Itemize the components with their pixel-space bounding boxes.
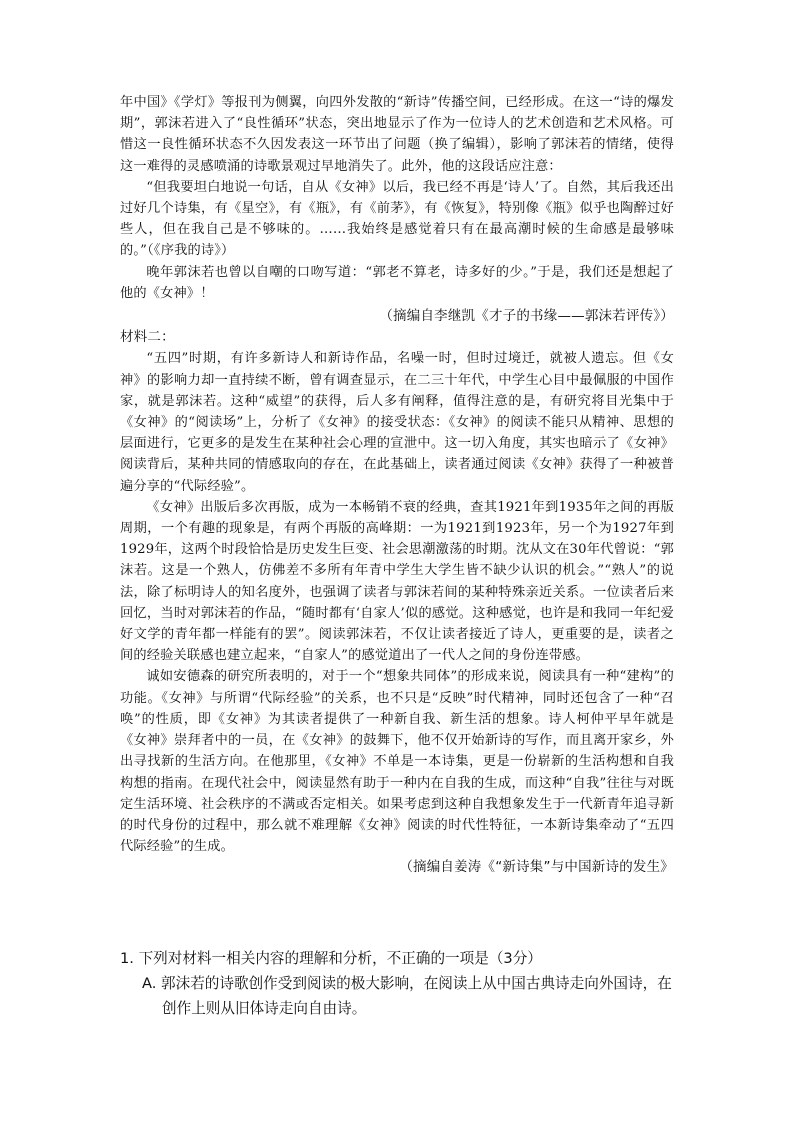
material-2-paragraph-2: 《女神》出版后多次再版，成为一本畅销不衰的经典，查其1921年到1935年之间的再版周期，一个有趣的现象是，有两个再版的高峰期：一为1921到1923年，另一个为1927年到1929年，这两个时段恰恰是历史发生巨变、社会思潮激荡的时期。沈从文在30年代曾说：“郭沫若。这是一个熟人，仿佛差不多所有年青中学生大学生皆不缺少认识的机会。”“熟人”的说法，除了标明诗人的知名度外，也强调了读者与郭沫若间的某种特殊亲近关系。一位读者后来回忆，当时对郭沫若的作品，“随时都有‘自家人’似的感觉。这种感觉，也许是和我同一年纪爱好文学的青年都一样能有的罢”。阅读郭沫若，不仅让读者接近了诗人，更重要的是，读者之间的经验关联感也建立起来，“自家人”的感觉道出了一代人之间的身份连带感。	[120, 499, 674, 664]
paragraph-continued: 年中国》《学灯》等报刊为侧翼，向四外发散的“新诗”传播空间，已经形成。在这一“诗的爆发期”，郭沫若进入了“良性循环”状态，突出地显示了作为一位诗人的艺术创造和艺术风格。可惜这一良性循环状态不久因发表这一环节出了问题（换了编辑），影响了郭沫若的情绪，使得这一难得的灵感喷涌的诗歌景观过早地消失了。此外，他的这段话应注意：	[120, 95, 674, 174]
question-1	[120, 946, 680, 1021]
paragraph-late-years: 晚年郭沫若也曾以自嘲的口吻写道：“郭老不算老，诗多好的少。”于是，我们还是想起了他的《女神》！	[120, 264, 674, 301]
citation-material-2: （摘编自姜涛《“新诗集”与中国新诗的发生》	[399, 859, 674, 876]
citation-material-1: （摘编自李继凯《才子的书缘——郭沫若评传》）	[379, 308, 674, 325]
paragraph-quote: “但我要坦白地说一句话，自从《女神》以后，我已经不再是‘诗人’了。自然，其后我还出过好几个诗集，有《星空》，有《瓶》，有《前茅》，有《恢复》，特别像《瓶》似乎也陶醉过好些人，但在我自己是不够味的。……我始终是感觉着只有在最高潮时候的生命感是最够味的。”（《序我的诗》）	[120, 179, 674, 259]
material-2-paragraph-1: “五四”时期，有许多新诗人和新诗作品，名噪一时，但时过境迁，就被人遗忘。但《女神》的影响力却一直持续不断，曾有调查显示，在二三十年代，中学生心目中最佩服的中国作家，就是郭沫若。这种“威望”的获得，后人多有阐释，值得注意的是，有研究将目光集中于《女神》的“阅读场”上，分析了《女神》的接受状态：《女神》的阅读不能只从精神、思想的层面进行，它更多的是发生在某种社会心理的宣泄中。这一切入角度，其实也暗示了《女神》阅读背后，某种共同的情感取向的存在，在此基础上，读者通过阅读《女神》获得了一种被普遍分享的“代际经验”。	[120, 351, 674, 494]
option-a[interactable]	[120, 971, 680, 1021]
article-body	[120, 92, 674, 879]
question-stem: 1. 下列对材料一相关内容的理解和分析，不正确的一项是（3分）	[120, 950, 542, 967]
material-2-paragraph-3: 诚如安德森的研究所表明的，对于一个“想象共同体”的形成来说，阅读具有一种“建构”的功能。《女神》与所谓“代际经验”的关系，也不只是“反映”时代精神，同时还包含了一种“召唤”的性质，即《女神》为其读者提供了一种新自我、新生活的想象。诗人柯仲平早年就是《女神》崇拜者中的一员，在《女神》的鼓舞下，他不仅开始新诗的写作，而且离开家乡，外出寻找新的生活方向。在他那里，《女神》不单是一本诗集，更是一份崭新的生活构想和自我构想的指南。在现代社会中，阅读显然有助于一种内在自我的生成，而这种“自我”往往与对既定生活环境、社会秩序的不满或否定相关。如果考虑到这种自我想象发生于一代新青年追寻新的时代身份的过程中，那么就不难理解《女神》阅读的时代性特征，一本新诗集牵动了“五四代际经验”的生成。	[120, 669, 674, 855]
option-a-text: A. 郭沫若的诗歌创作受到阅读的极大影响，在阅读上从中国古典诗走向外国诗，在创作上则从旧体诗走向自由诗。	[142, 975, 672, 1017]
material-2-label: 材料二：	[120, 329, 175, 346]
